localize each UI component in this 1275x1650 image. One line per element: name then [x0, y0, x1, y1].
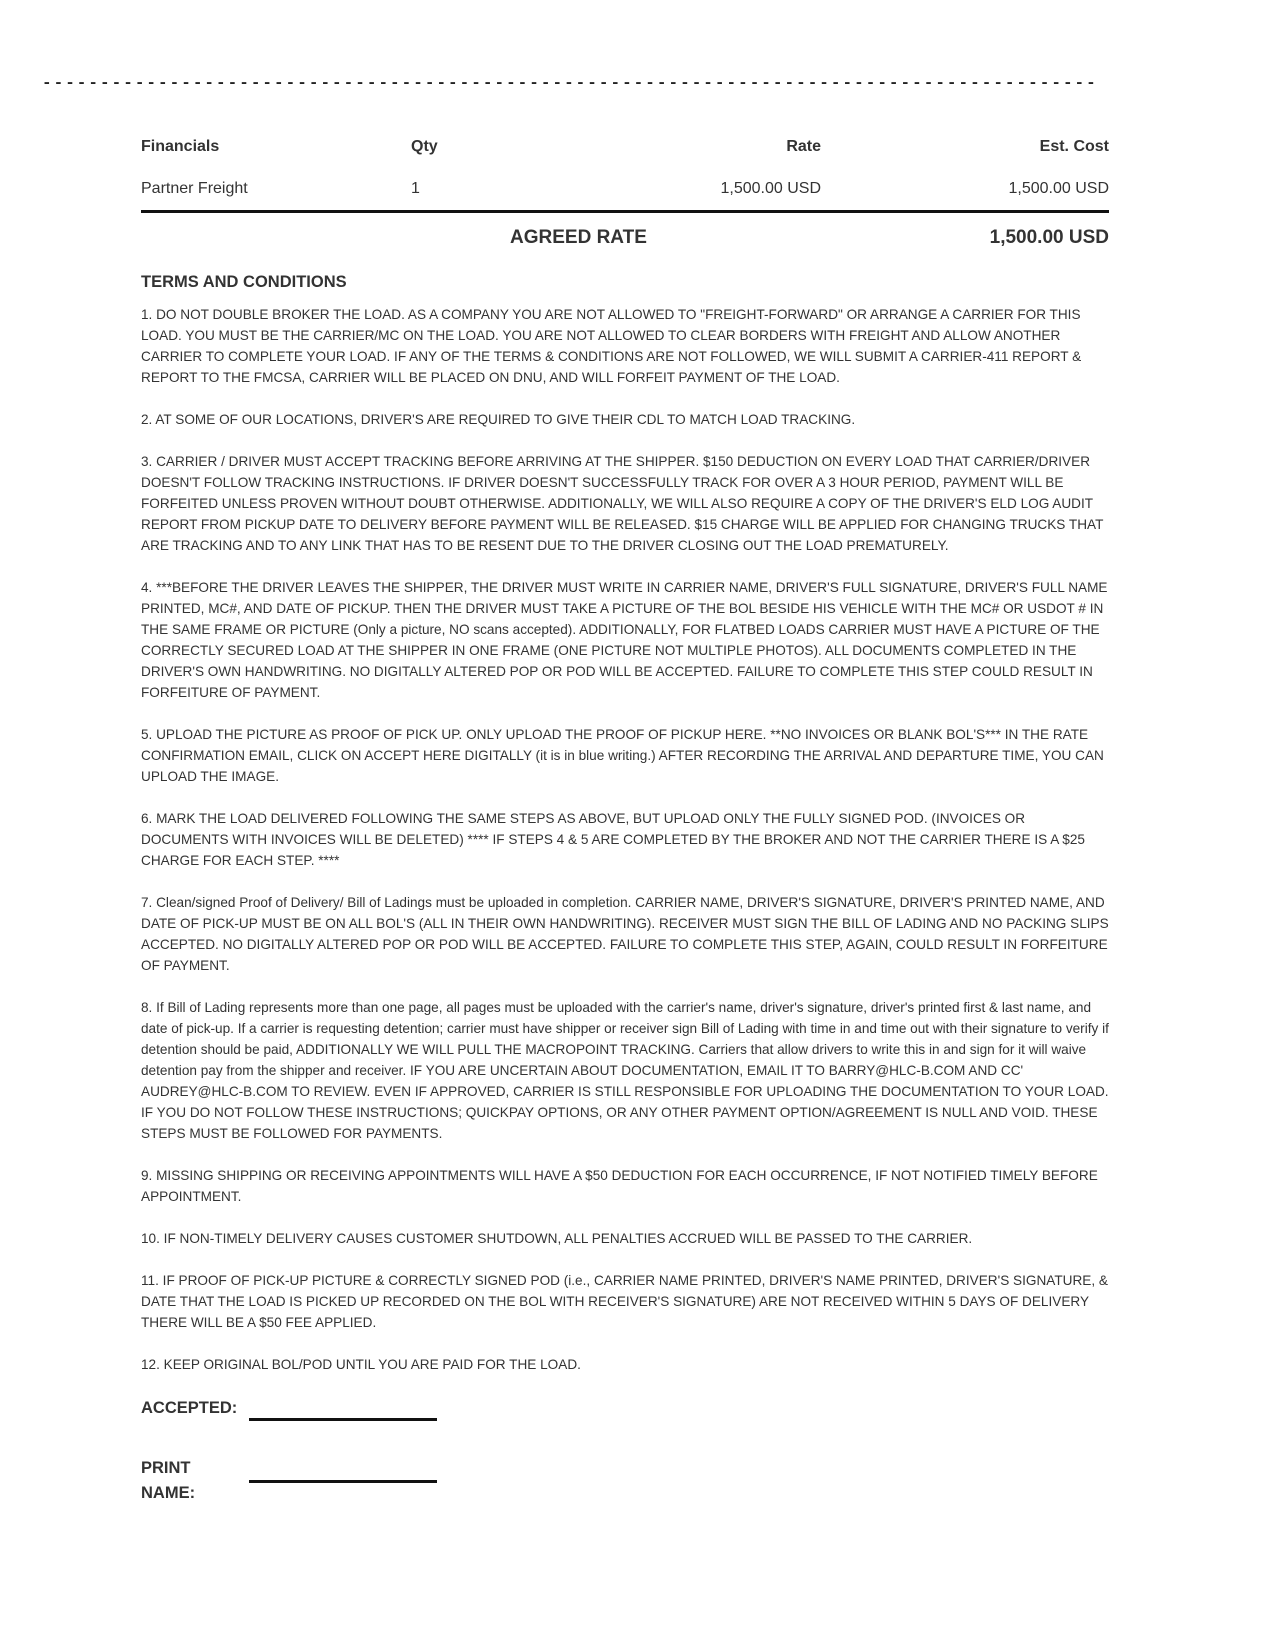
- term-item-6: 6. MARK THE LOAD DELIVERED FOLLOWING THE SAME STEPS AS ABOVE, BUT UPLOAD ONLY THE FULLY SIGNED POD. (INVOICES OR DOCUMENTS WITH INVOICES WILL BE DELETED) **** IF STEPS 4 & 5 ARE COMPLETED BY THE BROKER AND NOT THE CARRIER THERE IS A $25 CHARGE FOR EACH STEP. ****: [141, 811, 1085, 868]
- agreed-rate-label: AGREED RATE: [510, 227, 647, 248]
- agreed-rate-row: [141, 213, 1109, 259]
- header-est-cost: Est. Cost: [1039, 138, 1109, 155]
- terms-title: TERMS AND CONDITIONS: [141, 273, 347, 291]
- print-name-label: [141, 1456, 195, 1506]
- item-qty: 1: [411, 166, 561, 212]
- term-item-10: 10. IF NON-TIMELY DELIVERY CAUSES CUSTOMER SHUTDOWN, ALL PENALTIES ACCRUED WILL BE PASSED TO THE CARRIER.: [141, 1231, 973, 1246]
- accepted-signature-row: [141, 1396, 1109, 1456]
- term-item-4: 4. ***BEFORE THE DRIVER LEAVES THE SHIPPER, THE DRIVER MUST WRITE IN CARRIER NAME, DRIVER'S FULL SIGNATURE, DRIVER'S FULL NAME PRINTED, MC#, AND DATE OF PICKUP. THEN THE DRIVER MUST TAKE A PICTURE OF THE BOL BESIDE HIS VEHICLE WITH THE MC# OR USDOT # IN THE SAME FRAME OR PICTURE (Only a picture, NO scans accepted). ADDITIONALLY, FOR FLATBED LOADS CARRIER MUST HAVE A PICTURE OF THE CORRECTLY SECURED LOAD AT THE SHIPPER IN ONE FRAME (ONE PICTURE NOT MULTIPLE PHOTOS). ALL DOCUMENTS COMPLETED IN THE DRIVER'S OWN HANDWRITING. NO DIGITALLY ALTERED POP OR POD WILL BE ACCEPTED. FAILURE TO COMPLETE THIS STEP COULD RESULT IN FORFEITURE OF PAYMENT.: [141, 580, 1108, 700]
- rate-confirmation-body: [141, 132, 1109, 1516]
- print-name-label-line2: NAME:: [141, 1484, 196, 1502]
- header-qty: Qty: [411, 138, 438, 155]
- table-row: [141, 166, 1109, 212]
- term-item-11: 11. IF PROOF OF PICK-UP PICTURE & CORRECTLY SIGNED POD (i.e., CARRIER NAME PRINTED, DRIVER'S NAME PRINTED, DRIVER'S SIGNATURE, & DATE THAT THE LOAD IS PICKED UP RECORDED ON THE BOL WITH RECEIVER'S SIGNATURE) ARE NOT RECEIVED WITHIN 5 DAYS OF DELIVERY THERE WILL BE A $50 FEE APPLIED.: [141, 1273, 1108, 1330]
- terms-list: [141, 304, 1109, 1375]
- item-rate: 1,500.00 USD: [561, 166, 821, 212]
- header-financials: Financials: [141, 138, 220, 155]
- accepted-signature-line[interactable]: [249, 1418, 437, 1421]
- print-name-row: [141, 1456, 1109, 1516]
- financials-table: [141, 132, 1109, 213]
- accepted-label: ACCEPTED:: [141, 1399, 238, 1417]
- financials-header-row: [141, 132, 1109, 166]
- item-cost: 1,500.00 USD: [821, 166, 1109, 212]
- term-item-1: 1. DO NOT DOUBLE BROKER THE LOAD. AS A COMPANY YOU ARE NOT ALLOWED TO "FREIGHT-FORWARD" OR ARRANGE A CARRIER FOR THIS LOAD. YOU MUST BE THE CARRIER/MC ON THE LOAD. YOU ARE NOT ALLOWED TO CLEAR BORDERS WITH FREIGHT AND ALLOW ANOTHER CARRIER TO COMPLETE YOUR LOAD. IF ANY OF THE TERMS & CONDITIONS ARE NOT FOLLOWED, WE WILL SUBMIT A CARRIER-411 REPORT & REPORT TO THE FMCSA, CARRIER WILL BE PLACED ON DNU, AND WILL FORFEIT PAYMENT OF THE LOAD.: [141, 307, 1082, 385]
- agreed-rate-value: 1,500.00 USD: [989, 227, 1109, 248]
- term-item-8: 8. If Bill of Lading represents more than one page, all pages must be uploaded with the carrier's name, driver's signature, driver's printed first & last name, and date of pick-up. If a carrier is requesting detention; carrier must have shipper or receiver sign Bill of Lading with time in and time out with their signature to verify if detention should be paid, ADDITIONALLY WE WILL PULL THE MACROPOINT TRACKING. Carriers that allow drivers to write this in and sign for it will waive detention pay from the shipper and receiver. IF YOU ARE UNCERTAIN ABOUT DOCUMENTATION, EMAIL IT TO BARRY@HLC-B.COM AND CC' AUDREY@HLC-B.COM TO REVIEW. EVEN IF APPROVED, CARRIER IS STILL RESPONSIBLE FOR UPLOADING THE DOCUMENTATION TO YOUR LOAD. IF YOU DO NOT FOLLOW THESE INSTRUCTIONS; QUICKPAY OPTIONS, OR ANY OTHER PAYMENT OPTION/AGREEMENT IS NULL AND VOID. THESE STEPS MUST BE FOLLOWED FOR PAYMENTS.: [141, 1000, 1109, 1141]
- term-item-3: 3. CARRIER / DRIVER MUST ACCEPT TRACKING BEFORE ARRIVING AT THE SHIPPER. $150 DEDUCTION ON EVERY LOAD THAT CARRIER/DRIVER DOESN'T FOLLOW TRACKING INSTRUCTIONS. IF DRIVER DOESN'T SUCCESSFULLY TRACK FOR OVER A 3 HOUR PERIOD, PAYMENT WILL BE FORFEITED UNLESS PROVEN WITHOUT DOUBT OTHERWISE. ADDITIONALLY, WE WILL ALSO REQUIRE A COPY OF THE DRIVER'S ELD LOG AUDIT REPORT FROM PICKUP DATE TO DELIVERY BEFORE PAYMENT WILL BE RELEASED. $15 CHARGE WILL BE APPLIED FOR CHANGING TRUCKS THAT ARE TRACKING AND TO ANY LINK THAT HAS TO BE RESENT DUE TO THE DRIVER CLOSING OUT THE LOAD PREMATURELY.: [141, 454, 1104, 553]
- item-name: Partner Freight: [141, 166, 411, 212]
- term-item-2: 2. AT SOME OF OUR LOCATIONS, DRIVER'S ARE REQUIRED TO GIVE THEIR CDL TO MATCH LOAD TRACKING.: [141, 412, 856, 427]
- dashed-divider: -------------------------------------------------------------------------------------------: [42, 76, 1098, 90]
- term-item-9: 9. MISSING SHIPPING OR RECEIVING APPOINTMENTS WILL HAVE A $50 DEDUCTION FOR EACH OCCURRENCE, IF NOT NOTIFIED TIMELY BEFORE APPOINTMENT.: [141, 1168, 1098, 1204]
- term-item-7: 7. Clean/signed Proof of Delivery/ Bill of Ladings must be uploaded in completion. CARRIER NAME, DRIVER'S SIGNATURE, DRIVER'S PRINTED NAME, AND DATE OF PICK-UP MUST BE ON ALL BOL'S (ALL IN THEIR OWN HANDWRITING). RECEIVER MUST SIGN THE BILL OF LADING AND NO PACKING SLIPS ACCEPTED. NO DIGITALLY ALTERED POP OR POD WILL BE ACCEPTED. FAILURE TO COMPLETE THIS STEP, AGAIN, COULD RESULT IN FORFEITURE OF PAYMENT.: [141, 895, 1109, 973]
- term-item-12: 12. KEEP ORIGINAL BOL/POD UNTIL YOU ARE PAID FOR THE LOAD.: [141, 1357, 581, 1372]
- print-name-label-line1: PRINT: [141, 1459, 191, 1477]
- term-item-5: 5. UPLOAD THE PICTURE AS PROOF OF PICK UP. ONLY UPLOAD THE PROOF OF PICKUP HERE. **NO INVOICES OR BLANK BOL'S*** IN THE RATE CONFIRMATION EMAIL, CLICK ON ACCEPT HERE DIGITALLY (it is in blue writing.) AFTER RECORDING THE ARRIVAL AND DEPARTURE TIME, YOU CAN UPLOAD THE IMAGE.: [141, 727, 1104, 784]
- print-name-line[interactable]: [249, 1480, 437, 1483]
- header-rate: Rate: [786, 138, 821, 155]
